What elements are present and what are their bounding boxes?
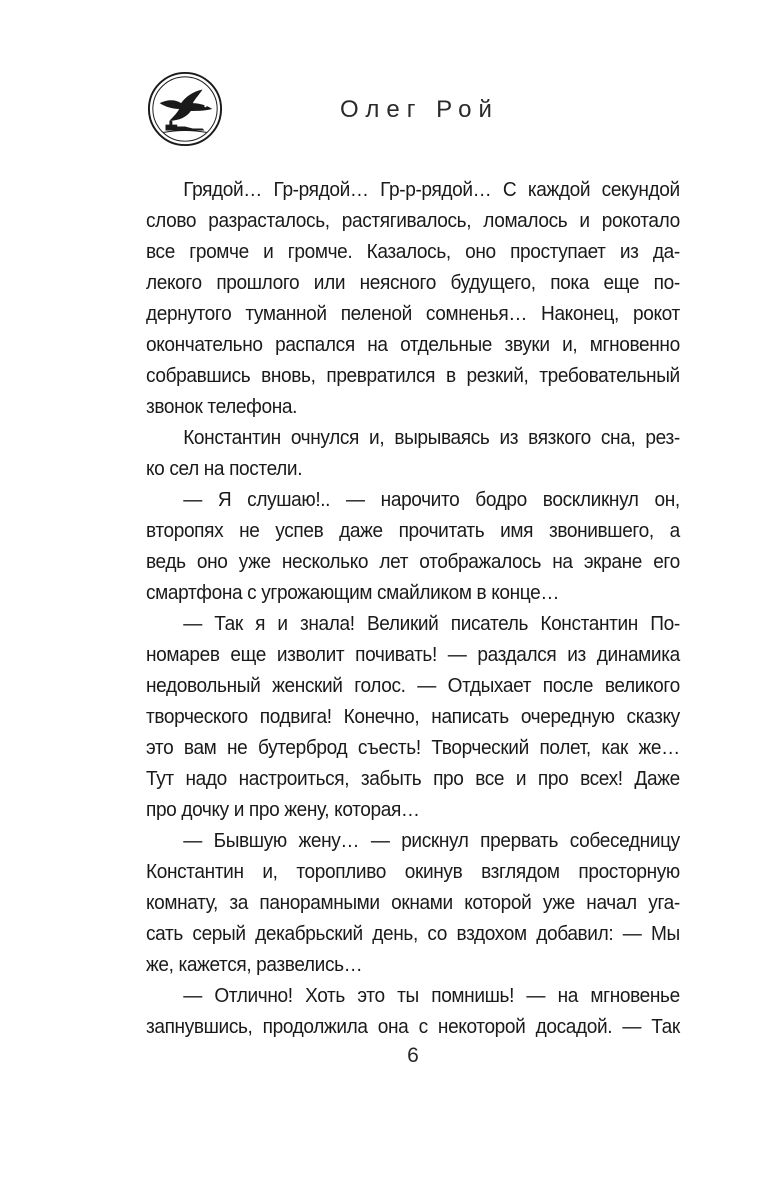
- text-line: же, кажется, развелись…: [146, 953, 363, 976]
- text-line: слово разрасталось, растягивалось, ломалось и рокотало: [146, 209, 680, 232]
- text-line: дернутого туманной пеленой сомненья… Наконец, рокот: [146, 302, 680, 325]
- running-head-author: Олег Рой: [340, 96, 499, 123]
- page-number: 6: [407, 1044, 419, 1067]
- text-line: — Бывшую жену… — рискнул прервать собеседницу: [183, 829, 680, 852]
- text-line: ведь оно уже несколько лет отображалось на экране его: [146, 550, 680, 573]
- text-line: — Я слушаю!.. — нарочито бодро воскликнул он,: [183, 488, 680, 511]
- text-line: номарев еще изволит почивать! — раздался из динамика: [146, 643, 680, 666]
- body-text: [146, 174, 680, 1042]
- text-line: запнувшись, продолжила она с некоторой досадой. — Так: [146, 1015, 680, 1038]
- text-line: — Отлично! Хоть это ты помнишь! — на мгновенье: [183, 984, 680, 1007]
- text-line: Константин и, торопливо окинув взглядом просторную: [146, 860, 680, 883]
- text-line: ко сел на постели.: [146, 457, 303, 480]
- text-line: недовольный женский голос. — Отдыхает после великого: [146, 674, 680, 697]
- text-line: — Так я и знала! Великий писатель Константин По-: [183, 612, 680, 635]
- text-line: это вам не бутерброд съесть! Творческий полет, как же…: [146, 736, 680, 759]
- text-line: сать серый декабрьский день, со вздохом добавил: — Мы: [146, 922, 680, 945]
- text-line: второпях не успев даже прочитать имя звонившего, а: [146, 519, 680, 542]
- text-line: собравшись вновь, превратился в резкий, требовательный: [146, 364, 680, 387]
- text-line: смартфона с угрожающим смайликом в конце…: [146, 581, 560, 604]
- text-line: звонок телефона.: [146, 395, 298, 418]
- text-line: про дочку и про жену, которая…: [146, 798, 420, 821]
- text-line: лекого прошлого или неясного будущего, пока еще по-: [146, 271, 680, 294]
- text-line: Грядой… Гр-рядой… Гр-р-рядой… С каждой секундой: [183, 178, 680, 201]
- text-line: все громче и громче. Казалось, оно проступает из да-: [146, 240, 680, 263]
- text-line: Константин очнулся и, вырываясь из вязкого сна, рез-: [183, 426, 680, 449]
- text-line: Тут надо настроиться, забыть про все и про всех! Даже: [146, 767, 680, 790]
- publisher-emblem-icon: [146, 70, 224, 148]
- text-line: комнату, за панорамными окнами которой уже начал уга-: [146, 891, 680, 914]
- text-line: творческого подвига! Конечно, написать очередную сказку: [146, 705, 680, 728]
- text-line: окончательно распался на отдельные звуки и, мгновенно: [146, 333, 680, 356]
